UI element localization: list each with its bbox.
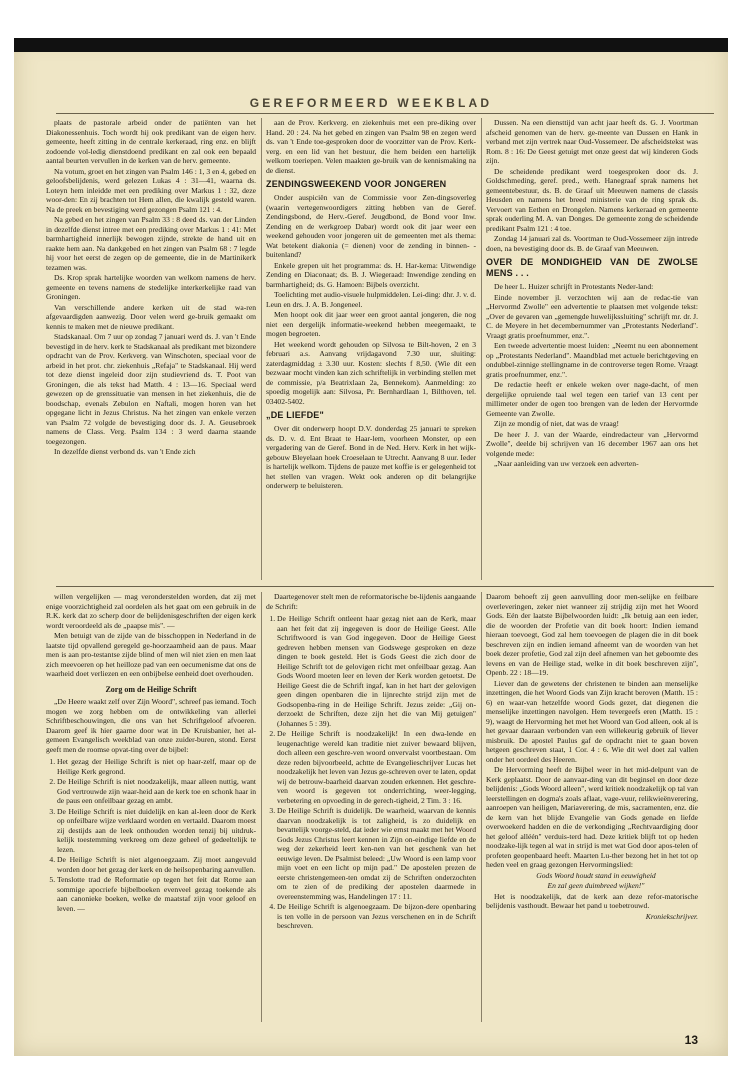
paragraph: Over dit onderwerp hoopt D.V. donderdag 25 januari te spreken ds. D. v. d. Ent Braat te Haar-lem, voorheen Monster, op een vergadering van de Geref. Bond in de Ned. Herv. Kerk in het wijk-gebouw Bleyelaan hoek Croeselaan te Utrecht. Aanvang 8 uur. Ieder is hartelijk welkom. Tijdens de pauze met koffie is er gelegenheid tot het stellen van vragen. Wekt ook anderen op dit belangrijke onderwerp te beluisteren.: [266, 424, 476, 490]
paragraph: aan de Prov. Kerkverg. en ziekenhuis met een pre-diking over Hand. 20 : 24. Na het gebed en zingen van Psalm 98 en zegen werd ds. van 't Ende toe-gesproken door de voorzitter van de Prov. Kerk-verg. en een lid van het bestuur, die hem beiden een hartelijk welkom toeriepen. Velen maakten ge-bruik van de kennismaking na de dienst.: [266, 118, 476, 175]
paragraph: Na votum, groet en het zingen van Psalm 146 : 1, 3 en 4, gebed en geloofsbelijdenis, werd gelezen Lukas 4 : 31—41, waarna ds. Loteyn hem inleidde met een prediking over Markus 1 : 32, deze woor-den: En zij brachten tot Hem allen, die kwalijk gesteld waren. Na de preek en bevestiging werd gezongen Psalm 121 : 4.: [46, 166, 256, 214]
page-header: GEREFORMEERD WEEKBLAD: [249, 96, 493, 110]
list-item: 2. De Heilige Schrift is noodzakelijk! In een dwa-lende en leugenachtige wereld kan traditie niet zuiver bewaard blijven, doch alleen een geschre-ven woord onvervalst voortbestaan. Om deze reden bijvoorbeeld, achtte de Evangelieschrijver Lucas het noodzakelijk het leven van Jezus ge-schreven over te laten, opdat wij de betrouw-baarheid daarvan zouden erkennen. Het geschre-ven woord is gegeven tot onderrichting, weer-legging, verbetering en opvoeding in de gerech-tigheid, 2 Tim. 3 : 16.: [277, 729, 476, 805]
paragraph: In dezelfde dienst verbond ds. van 't Ende zich: [54, 447, 196, 456]
paragraph: Dussen. Na een diensttijd van acht jaar heeft ds. G. J. Voortman afscheid genomen van de herv. ge-meente van Dussen en Hank in verband met zijn vertrek naar Oud-Vossemeer. De afscheidstekst was Rom. 8 : 16: De Geest getuigt met onze geest dat wij kinderen Gods zijn.: [486, 118, 698, 165]
section-heading: Zorg om de Heilige Schrift: [105, 684, 197, 694]
column-divider: [261, 118, 262, 580]
top-column-3: [486, 118, 698, 582]
column-divider: [261, 592, 262, 1022]
paragraph: Daartegenover stelt men de reformatorische be-lijdenis aangaande de Schrift:: [266, 592, 476, 611]
paragraph: Ds. Krop sprak hartelijke woorden van welkom namens de herv. gemeente en tevens namens de stedelijke interkerkelijke raad van Groningen.: [46, 273, 256, 301]
list-item: 3. De Heilige Schrift is duidelijk. De waarheid, waarvan de kennis daarvan noodzakelijk is tot zaligheid, is zo duidelijk en bevattelijk voorge-steld, dat ieder wie ernst maakt met het Woord Gods Jezus Christus leert kennen in Zijn on-eindige liefde en de weg der zekerheid leert ken-nen van het geschenk van het eeuwige leven. De Psalmist beleed: „Uw Woord is een lamp voor mijn voet en een licht op mijn pad." De apostelen prezen de eerste christengemeen-ten omdat zij de Schriften onderzochten om te zien of de prediking der apostelen daarmede in overeenstemming was, Handelingen 17 : 11.: [277, 806, 476, 901]
paragraph: willen vergelijken — mag veronderstelden worden, dat zij met enige voorzichtigheid zal oordelen als het gaat om een gebruik in de R.K. kerk dat zo scherp door de belijdenisgeschriften der eigen kerk wordt veroordeeld als de „paapse mis". —: [46, 592, 256, 630]
scan-border: [14, 38, 728, 52]
paragraph: De heer J. J. van der Waarde, eindredacteur van „Hervormd Zwolle", deelde bij schrijven van 16 december 1967 aan ons het volgende mede:: [486, 429, 698, 458]
paragraph: Zijn ze mondig of niet, dat was de vraag!: [494, 419, 620, 428]
list-item: 4. De Heilige Schrift is algenoegzaam. De bijzon-dere openbaring is ten volle in de persoon van Jezus verschenen en in de Schrift beschreven.: [277, 902, 476, 931]
list-item: 1. De Heilige Schrift ontleent haar gezag niet aan de Kerk, maar aan het feit dat zij ingegeven is door de Heilige Geest. Alle Schriftwoord is van God ingegeven. Door de Heilige Geest gedreven hebben mensen van Godswege gesproken en deze dingen te boek gesteld. Het is Gods Geest die zich door de Heilige Schrift tot de gelovigen richt met onfeilbaar gezag. Aan Gods Woord moeten leer en leven der Kerk worden getoetst. De Heilige Geest die de Schrift ingaf, kan in het hart der gelovigen geen dingen openbaren die in lijnrechte strijd zijn met de Godsopenba-ring in de Heilige Schrift. Jezus zeide: „Gij on-derzoekt de Schriften, deze zijn het die van Mij getuigen" (Johannes 5 : 39).: [277, 614, 476, 728]
page-number: 13: [684, 1033, 698, 1047]
column-divider: [481, 118, 482, 580]
section-heading: OVER DE MONDIGHEID VAN DE ZWOLSE MENS . . .: [486, 257, 698, 278]
paragraph: Een tweede advertentie moest luiden: „Neemt nu een abonnement op „Protestants Nederland". Maandblad met actuele berichtgeving en ondubbel-zinnige stellingname in de controverse tegen Rome. Vraagt gratis proefnummer, enz.".: [486, 341, 698, 379]
paragraph: De heer L. Huizer schrijft in Protestants Neder-land:: [494, 282, 654, 291]
paragraph: Stadskanaal. Om 7 uur op zondag 7 januari werd ds. J. van 't Ende bevestigd in de herv. kerk te Stadskanaal als predikant met bizondere opdracht van de Prov. Kerkverg. van Winschoten, speciaal voor de arbeid in het prot. chr. ziekenhuis „Refaja" te Stadskanaal. Hij werd tot deze dienst ingeleid door zijn studievriend ds. T. Poot van Groningen, die als tekst had Matth. 4 : 13—16. Speciaal werd gewezen op de grenssituatie van mensen in het ziekenhuis, die de boodschap, evenals Zebulon en Naftali, mogen horen van het opgegane licht in Jezus Christus. Na het zingen van enkele verzen van Psalm 72 volgde de bevestiging door ds. J. A. Geusebroek namens de Class. Verg. Psalm 134 : 3 werd daarna staande toegezongen.: [46, 332, 256, 446]
section-rule: [56, 586, 714, 587]
list-item: 4. De Heilige Schrift is niet algenoegzaam. Zij moet aangevuld worden door het gezag der kerk en de heilsopenbaring aanvullen.: [57, 855, 256, 874]
magazine-page: [14, 38, 728, 1056]
paragraph: Onder auspiciën van de Commissie voor Zen-dingsoverleg (waarin vertegenwoordigers zitting hebben van de Geref. Zendingsbond, de Herv.-Geref. Jeugdbond, de Bond voor Inw. Zending en de werkgroep Dabar) wordt ook dit jaar weer een weekend gehouden voor jongeren uit de gemeenten met als thema: Wat betekent diakonia (= dienen) voor de zending in binnen- - buitenland?: [266, 193, 476, 259]
paragraph: Men hoopt ook dit jaar weer een groot aantal jongeren, die nog niet een dergelijk informatie-weekend hebben meegemaakt, te mogen begroeten.: [266, 310, 476, 338]
column-divider: [481, 592, 482, 1022]
list-item: 2. De Heilige Schrift is niet noodzakelijk, maar alleen nuttig, want God vertrouwde zijn waar-heid aan de kerk toe en schonk haar in de paus een onfeilbaar gezag en ambt.: [57, 777, 256, 806]
paragraph: De redactie heeft er enkele weken over nage-dacht, of men dergelijke opruiende taal wel tegen een tarief van 13 cent per millimeter onder de ogen too brengen van de leden der Hervormde Gemeente van Zwolle.: [486, 380, 698, 418]
poem-line: En zal geen duimbreed wijken!": [547, 881, 645, 890]
bottom-column-2: [266, 592, 476, 1032]
poem-line: Gods Woord houdt stand in eeuwigheid: [536, 870, 656, 880]
section-heading: ZENDINGSWEEKEND VOOR JONGEREN: [266, 179, 447, 189]
list-item: 1. Het gezag der Heilige Schrift is niet op haar-zelf, maar op de Heilige Kerk gegrond.: [57, 757, 256, 776]
paragraph: „Naar aanleiding van uw verzoek een adverten-: [494, 459, 639, 468]
paragraph: Men betuigt van de zijde van de bisschoppen in Nederland in de laatste tijd opvallend geregeld ge-hoorzaamheid aan de paus. Maar men is aan pro-testantse zijde blind of men wil niet zien en men laat zich meevoeren op het heilloze pad van een oecumenisme dat ons de waarheid doet verliezen en een onbijbelse eenheid doet overhouden.: [46, 631, 256, 678]
paragraph: Liever dan de gewetens der christenen te binden aan menselijke inzettingen, die het Woord Gods van Zijn kracht beroven (Matth. 15 : 6) en waar-van hetzelfde woord Gods gezet, dat diegenen die menselijke inzettingen navolgen. Hem tevergeefs eren (Matth. 15 : 9), waagt de Hervorming het met het Woord van God alleen, ook al is het gevaar daaraan verbonden van een willekeurig gebruik of liever misbruik. De apostel Paulus gaf de opdracht niet te gaan boven hetgeen geschreven staat, 1 Cor. 4 : 6. Wie dit wel doet zal vallen onder het oordeel des Heeren.: [486, 678, 698, 764]
paragraph: Zondag 14 januari zal ds. Voortman te Oud-Vossemeer zijn intrede doen, na bevestiging door ds. B. de Graaf van Meeuwen.: [486, 234, 698, 253]
top-column-1: [46, 118, 256, 582]
paragraph: Na gebed en het zingen van Psalm 33 : 8 deed ds. van der Linden in dezelfde dienst intree met een prediking over Markus 1 : 41: Met barmhartigheid innerlijk bewogen zijnde, strekte de hand uit en raakte hem aan. Na dankgebed en het zingen van Psalm 68 : 7 legde hij voor het eerst de zegen op de gemeente, die in de Martinikerk tezamen was.: [46, 215, 256, 272]
signature: Kroniekschrijver.: [645, 911, 698, 921]
list-item: 3. De Heilige Schrift is niet duidelijk en kan al-leen door de Kerk op onfeilbare wijze verklaard worden en vertaald. Daarom moest zij destijds aan de leek onthouden worden tenzij bij uitdruk-kelijk toestemming verkreeg om deze geheel of gedeeltelijk te lezen.: [57, 807, 256, 855]
paragraph: Einde november jl. verzochten wij aan de redac-tie van „Hervormd Zwolle" een advertentie te plaatsen met volgende tekst: „Over de gevaren van „gemengde huwelijkssluiting" schrijft mr. dr. J. C. de Meyere in het decembernummer van „Protestants Nederland". Vraagt gratis proefnummer, enz.".: [486, 292, 698, 340]
paragraph: Enkele grepen uit het programma: ds. H. Har-kema: Uitwendige Zending en Diaconaat; ds. B. J. Wiegeraad: Inwendige zending en barmhartigheid; ds. G. Hamoen: Bijbels overzicht.: [266, 260, 476, 289]
bottom-column-3: [486, 592, 698, 1032]
top-column-2: [266, 118, 476, 582]
paragraph: „De Heere waakt zelf over Zijn Woord", schreef pas iemand. Toch mogen we zorg hebben om de ontwikkeling van allerlei Schriftbeschouwingen, die ons van het Schriftgeloof afvoeren. Daarom geef ik hier gaarne door wat in De Kruisbanier, het al-gemeen Evangelisch weekblad van onze zuider-buren, stond. Eerst geeft men de roomse opvat-ting over de bijbel:: [46, 697, 256, 754]
paragraph: Van verschillende andere kerken uit de stad wa-ren afgevaardigden aanwezig. Door velen werd ge-bruik gemaakt om kennis te maken met de nieuwe predikant.: [46, 302, 256, 331]
numbered-list: [266, 614, 476, 931]
header-rule: [56, 113, 714, 114]
section-heading: „DE LIEFDE": [266, 410, 324, 420]
paragraph: Het weekend wordt gehouden op Silvosa te Bilt-hoven, 2 en 3 februari a.s. Aanvang vrijdagavond 7.30 uur, sluiting: zaterdagmiddag ± 3.30 uur. Kosten: slechts f 8,50. (Wie dit een bezwaar mocht vinden kan zich schriftelijk in verbinding stellen met de commissie, p/a Beatrixlaan 2a, Bennekom). Aanmelding: zo spoedig mogelijk aan: Silvosa, Pr. Bernhardlaan 1, Bilthoven, tel. 03402-5402.: [266, 339, 476, 406]
numbered-list: [46, 757, 256, 913]
paragraph: Toelichting met audio-visuele hulpmiddelen. Lei-ding: dhr. J. v. d. Leun en drs. J. A. B. Jongeneel.: [266, 290, 476, 309]
paragraph: plaats de pastorale arbeid onder de patiënten van het Diakonessenhuis. Toch wordt hij ook predikant van de eigen herv. gemeente, heeft zitting in de centrale kerkeraad, ring enz. en blijft zodoende vol-ledig dienstdoend predikant en zal ook een bepaald aantal beurten vervullen in de kerken van de herv. gemeente.: [46, 118, 256, 165]
paragraph: De Hervorming heeft de Bijbel weer in het mid-delpunt van de Kerk geplaatst. Door de aanvaar-ding van dit beginsel en door deze belijdenis: „Gods Woord alleen", werd kritiek noodzakelijk op tal van leerstellingen en dogma's zoals aflaat, vage-vuur, relikwieënverering, aanroepen van heiligen, Mariaverering, de mis, sacramenten, enz. die de kern van het blijde Evangelie van Gods genade en liefde overwoekerd hadden en die de verkondiging „Rechtvaardiging door het geloof alléén" verduis-terd had. Deze kritiek blijft tot op heden noodzake-lijk tegen al wat in strijd is met wat God door apos-telen of profeten geopenbaard heeft. Maarten Lu-ther bezong het in het tot op heden veel en graag gezongen Hervormingslied:: [486, 765, 698, 869]
list-item: 5. Tenslotte trad de Reformatie op tegen het feit dat Rome aan sommige apocriefe bijbelboeken evenveel gezag toekende als aan canonieke boeken, welke de maatstaf zijn voor geloof en leven. —: [57, 875, 256, 913]
paragraph: Daarom behoeft zij geen aanvulling door men-selijke en feilbare overleveringen, zeker niet wanneer zij strijdig zijn met het Woord Gods. Eén der laatste Bijbelwoorden luidt: „Ik betuig aan een ieder, die de woorden der Profetie van dit boek hoort: Indien iemand hieraan toevoegt, God zal hem toevoegen de plagen die in dit boek beschreven zijn en indien iemand afneemt van de woorden van het boek dezer profetie, God zal zijn deel afnemen van het geboomte des levens en van de Heilige stad, welke in dit boek beschreven zijn", Openb. 22 : 18—19.: [486, 592, 698, 677]
paragraph: Het is noodzakelijk, dat de kerk aan deze refor-matorische belijdenis vasthoudt. Bewaar het pand u toebetrouwd.: [486, 891, 698, 910]
paragraph: De scheidende predikant werd toegesproken door ds. J. Goldschmeding, geref. pred., weth. Hanegraaf sprak namens het gemeentebestuur, ds. B. de Graaf uit Meeuwen namens de classis Heusden en namens het breed ministerie van de ring sprak ds. Vervoert van Eethen en Drongelen. Namens kerkeraad en gemeente sprak ouderling M. A. van Donges. De gemeente zong de scheidende predikant Psalm 121 : 4 toe.: [486, 166, 698, 233]
bottom-column-1: [46, 592, 256, 1032]
